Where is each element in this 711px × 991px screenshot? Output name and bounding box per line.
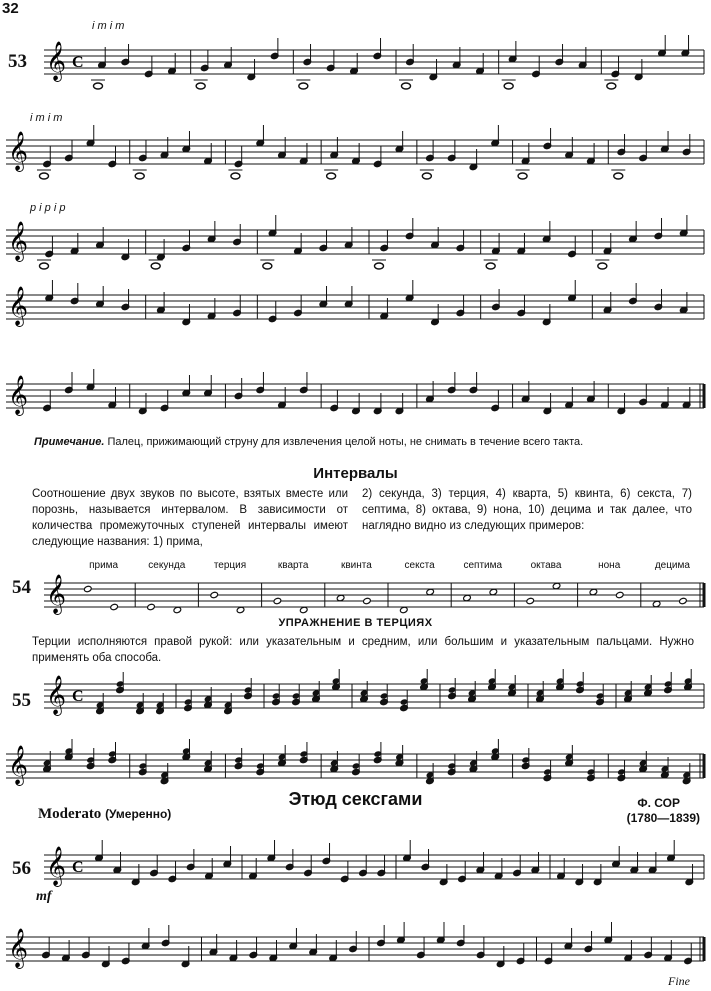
bass-note [94,83,103,89]
note-head [679,597,688,604]
note-head [363,597,372,604]
bass-note [518,173,527,179]
fine-marking: Fine [668,974,690,988]
bass-note [40,173,49,179]
staff-56-system-1 [0,843,711,898]
staff-54 [0,563,711,618]
exercise-number-56: 56 [12,858,31,879]
bass-note [135,173,144,179]
interval-label: кварта [277,560,309,571]
intervals-heading: Интервалы [313,465,398,482]
time-signature: C [72,54,84,71]
note-head [210,591,219,598]
interval-label: секунда [148,560,186,571]
staff-53-system-3 [0,218,711,268]
note-head [147,603,156,610]
etude-title: Этюд сексгами [288,789,423,809]
fingering-row: p i p i p [30,202,66,214]
bass-note [299,83,308,89]
staff-53-system-1 [0,38,711,88]
staff-53-system-4 [0,283,711,333]
tempo-marking [38,806,171,823]
thirds-paragraph: Терции исполняются правой рукой: или указательным и средним, или большим и указательным пальцами. Нужно применять оба способа. [32,636,694,664]
note-head [615,591,624,598]
footnote-text: Палец, прижимающий струну для извлечения целой ноты, не снимать в течение всего такта. [107,436,584,448]
staff-53-system-2 [0,128,711,178]
treble-clef: 𝄞 [46,41,67,81]
treble-clef: 𝄞 [8,375,29,415]
interval-label: квинта [340,560,372,571]
exercise-number-54: 54 [12,577,31,598]
time-signature: C [72,859,84,876]
exercise-number-55: 55 [12,690,31,711]
interval-label: нона [598,560,621,571]
bass-note [196,83,205,89]
bass-note [607,83,616,89]
bass-note [614,173,623,179]
note-head [526,597,535,604]
bass-note [598,263,607,269]
treble-clef: 𝄞 [8,221,29,261]
treble-clef: 𝄞 [46,574,67,614]
treble-clef: 𝄞 [8,286,29,326]
intervals-paragraph-1: Соотношение двух звуков по высоте, взятых вместе или порознь, называется интервалом. В зависимости от количества промежуточных ступеней интервалы имеют следующие названия: 1) прима, [32,488,348,548]
treble-clef: 𝄞 [46,675,67,715]
interval-label: прима [89,560,119,571]
composer-name: Ф. СОР [637,796,680,810]
staff-53-system-5 [0,372,711,422]
bass-note [486,263,495,269]
staff-55-system-1 [0,672,711,727]
interval-label: октава [530,560,562,571]
footnote [34,436,694,448]
dynamic-marking: mf [36,889,52,904]
interval-label: секста [404,560,435,571]
bass-note [422,173,431,179]
note-head [84,585,93,592]
page-number: 32 [2,0,19,17]
footnote-label: Примечание. [34,436,105,448]
interval-label: децима [654,560,690,571]
bass-note [263,263,272,269]
note-head [110,603,119,610]
interval-label: септима [463,560,503,571]
tempo-russian: (Умеренно) [105,807,172,821]
bass-note [504,83,513,89]
thirds-heading: УПРАЖНЕНИЕ В ТЕРЦИЯХ [278,617,433,629]
staff-56-system-2 [0,925,711,980]
bass-note [402,83,411,89]
interval-label: терция [213,560,247,571]
bass-note [151,263,160,269]
fingering-row: i m i m [30,112,63,124]
exercise-number-53: 53 [8,51,27,72]
bass-note [327,173,336,179]
bass-note [40,263,49,269]
bass-note [231,173,240,179]
tempo-italian: Moderato [38,806,102,822]
composer-years: (1780—1839) [626,811,700,825]
treble-clef: 𝄞 [8,745,29,785]
treble-clef: 𝄞 [46,846,67,886]
note-head [273,597,282,604]
treble-clef: 𝄞 [8,928,29,968]
treble-clef: 𝄞 [8,131,29,171]
fingering-row: i m i m [92,20,125,32]
time-signature: C [72,688,84,705]
bass-note [375,263,384,269]
intervals-paragraph-2: 2) секунда, 3) терция, 4) кварта, 5) квинта, 6) секста, 7) септима, 8) октава, 9) нона, 10) децима и так далее, что наглядно видно из следующих примеров: [362,488,692,532]
